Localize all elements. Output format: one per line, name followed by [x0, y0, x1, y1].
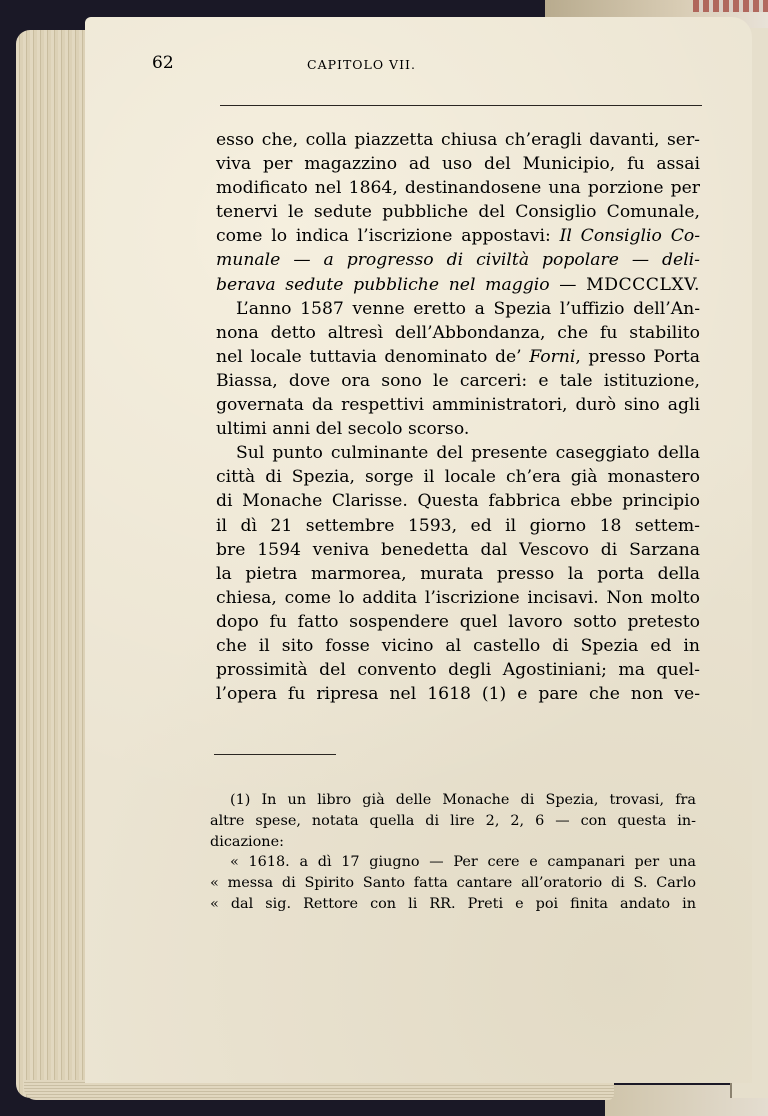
page-number: 62 [152, 53, 174, 73]
text-line [216, 248, 700, 272]
text-line: ultimi anni del secolo scorso. [216, 419, 470, 440]
footnote-line: altre spese, notata quella di lire 2, 2, 6 — con questa in- [210, 812, 696, 829]
text-line: prossimità del convento degli Agostiniani; ma quel- [216, 660, 700, 681]
text-line: di Monache Clarisse. Questa fabbrica ebbe principio [216, 491, 700, 512]
footnote-quote-line: « messa di Spirito Santo fatta cantare all’oratorio di S. Carlo [210, 875, 696, 892]
text-line: nel locale tuttavia denominato de’ Forni, presso Porta [216, 346, 700, 367]
text-line: governata da respettivi amministratori, durò sino agli [216, 395, 700, 416]
header-rule [220, 105, 702, 106]
footnote-quote-line: « 1618. a dì 17 giugno — Per cere e campanari per una [230, 854, 696, 871]
inscription-italic: berava sedute pubbliche nel maggio [216, 274, 550, 295]
footnotes [210, 790, 696, 915]
footnote-quote-line: « dal sig. Rettore con li RR. Preti e poi finita andato in [210, 895, 696, 912]
paragraph-start: L’anno 1587 venne eretto a Spezia l’uffizio dell’An- [236, 298, 700, 319]
text-line: il dì 21 settembre 1593, ed il giorno 18 settem- [216, 515, 700, 536]
text-line: berava sedute pubbliche nel maggio — MDCCCLXV. [216, 274, 700, 295]
text-line: città di Spezia, sorge il locale ch’era già monastero [216, 467, 700, 488]
page-edges-stack [16, 30, 96, 1098]
text-line: esso che, colla piazzetta chiusa ch’eragli davanti, ser- [216, 130, 700, 150]
footnote-line: dicazione: [210, 833, 284, 850]
page-edges-bottom [24, 1080, 614, 1100]
text-line: bre 1594 veniva benedetta dal Vescovo di Sarzana [216, 539, 700, 560]
paragraph-start: Sul punto culminante del presente caseggiato della [236, 443, 700, 464]
text-line: nona detto altresì dell’Abbondanza, che fu stabilito [216, 322, 700, 343]
fabric-stripes [693, 0, 768, 12]
body-text [216, 128, 700, 706]
roman-date: MDCCCLXV. [586, 274, 700, 295]
text-line: modificato nel 1864, destinandosene una porzione per [216, 178, 700, 199]
text-line: Biassa, dove ora sono le carceri: e tale istituzione, [216, 370, 700, 391]
page-header [152, 53, 707, 73]
text-line: dopo fu fatto sospendere quel lavoro sotto pretesto [216, 611, 700, 632]
text-line: che il sito fosse vicino al castello di Spezia ed in [216, 635, 700, 656]
text-line: l’opera fu ripresa nel 1618 (1) e pare che non ve- [216, 684, 700, 705]
footnote-rule [214, 754, 336, 755]
text-line: viva per magazzino ad uso del Municipio, fu assai [216, 154, 700, 175]
text-line: tenervi le sedute pubbliche del Consiglio Comunale, [216, 202, 700, 223]
text-line: come lo indica l’iscrizione appostavi: Il Consiglio Co- [216, 226, 701, 247]
inscription-italic: Il Consiglio Co- [559, 226, 701, 247]
footnote-line: (1) In un libro già delle Monache di Spezia, trovasi, fra [230, 792, 696, 808]
text-line: la pietra marmorea, murata presso la porta della [216, 563, 700, 584]
inscription-italic: munale — a progresso di civiltà popolare — deli- [216, 250, 700, 271]
place-name-italic: Forni [529, 346, 576, 367]
running-head: CAPITOLO VII. [307, 57, 416, 72]
text-line: chiesa, come lo addita l’iscrizione incisavi. Non molto [216, 587, 700, 608]
